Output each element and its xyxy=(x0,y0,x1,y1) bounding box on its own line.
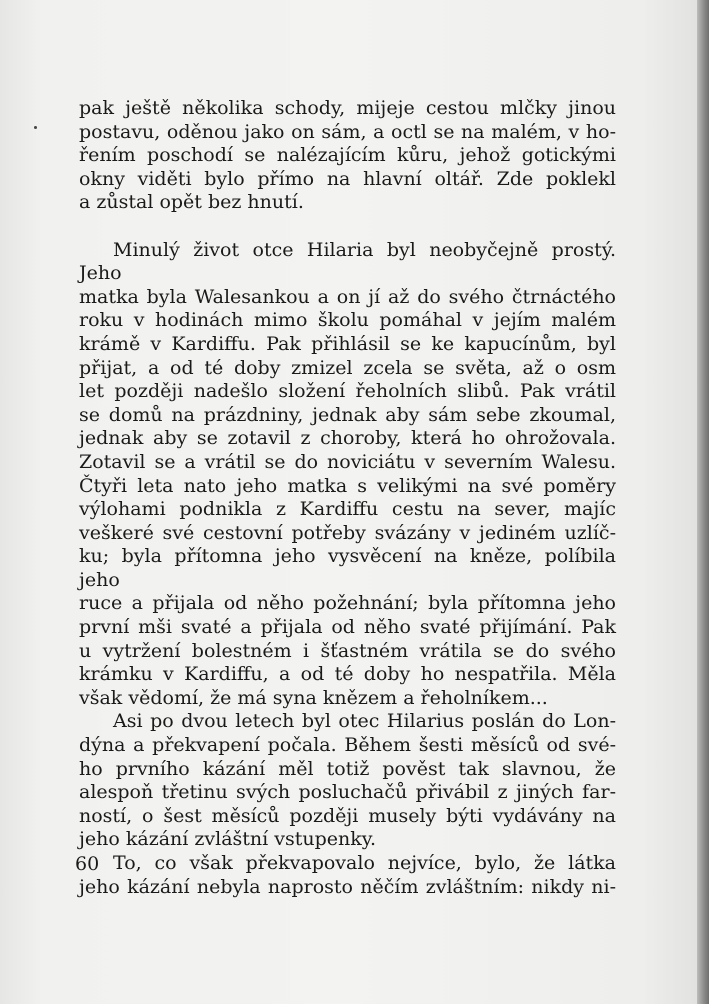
text-line: jednak aby se zotavil z choroby, která ho ohrožovala. xyxy=(79,427,616,450)
text-line: ruce a přijala od něho požehnání; byla přítomna jeho xyxy=(79,592,616,615)
text-line: první mši svaté a přijala od něho svaté přijímání. Pak xyxy=(79,616,616,639)
text-line: ku; byla přítomna jeho vysvěcení na kněze, políbila jeho xyxy=(79,545,616,591)
text-line: jeho kázání nebyla naprosto něčím zvláštním: nikdy ni- xyxy=(79,875,616,898)
text-line: dýna a překvapení počala. Během šesti měsíců od své- xyxy=(79,734,616,757)
text-line: výlohami podnikla z Kardiffu cestu na sever, majíc xyxy=(79,498,616,521)
ink-speck xyxy=(34,126,37,129)
body-text xyxy=(79,97,616,899)
paragraph-gap xyxy=(79,215,616,239)
text-line: matka byla Walesankou a on jí až do svého čtrnáctého xyxy=(79,285,616,308)
text-line: však vědomí, že má syna knězem a řeholníkem... xyxy=(79,686,548,709)
text-line: veškeré své cestovní potřeby svázány v jediném uzlíč- xyxy=(79,521,616,544)
text-line: jeho kázání zvláštní vstupenky. xyxy=(79,828,377,851)
text-line: Čtyři leta nato jeho matka s velikými na své poměry xyxy=(79,474,616,497)
page-number: 60 xyxy=(75,853,100,875)
text-line: ho prvního kázání měl totiž pověst tak slavnou, že xyxy=(79,757,616,780)
text-line: a zůstal opět bez hnutí. xyxy=(79,191,304,214)
text-line: To, co však překvapovalo nejvíce, bylo, že látka xyxy=(113,852,616,874)
text-line: Minulý život otce Hilaria byl neobyčejně prostý. Jeho xyxy=(79,238,616,285)
text-line: roku v hodinách mimo školu pomáhal v jejím malém xyxy=(79,309,616,332)
text-line: Asi po dvou letech byl otec Hilarius poslán do Lon- xyxy=(113,710,616,733)
text-line: krámě v Kardiffu. Pak přihlásil se ke kapucínům, byl xyxy=(79,332,616,355)
text-line: pak ještě několika schody, mijeje cestou mlčky jinou xyxy=(79,97,616,119)
page-edge-shadow xyxy=(697,0,709,1004)
text-line: Zotavil se a vrátil se do noviciátu v severním Walesu. xyxy=(79,450,616,473)
text-line: přijat, a od té doby zmizel zcela se světa, až o osm xyxy=(79,356,616,379)
text-line: krámku v Kardiffu, a od té doby ho nespatřila. Měla xyxy=(79,663,616,686)
text-line: se domů na prázdniny, jednak aby sám sebe zkoumal, xyxy=(79,403,616,426)
text-line: postavu, oděnou jako on sám, a octl se na malém, v ho- xyxy=(79,120,616,143)
text-line: alespoň třetinu svých posluchačů přivábil z jiných far- xyxy=(79,781,616,804)
text-line: ností, o šest měsíců později musely býti vydávány na xyxy=(79,804,616,827)
text-line: u vytržení bolestném i šťastném vrátila se do svého xyxy=(79,639,616,662)
text-line: řením poschodí se nalézajícím kůru, jehož gotickými xyxy=(79,144,616,167)
text-line: okny viděti bylo přímo na hlavní oltář. Zde poklekl xyxy=(79,167,616,190)
text-line: let později nadešlo složení řeholních slibů. Pak vrátil xyxy=(79,380,616,403)
